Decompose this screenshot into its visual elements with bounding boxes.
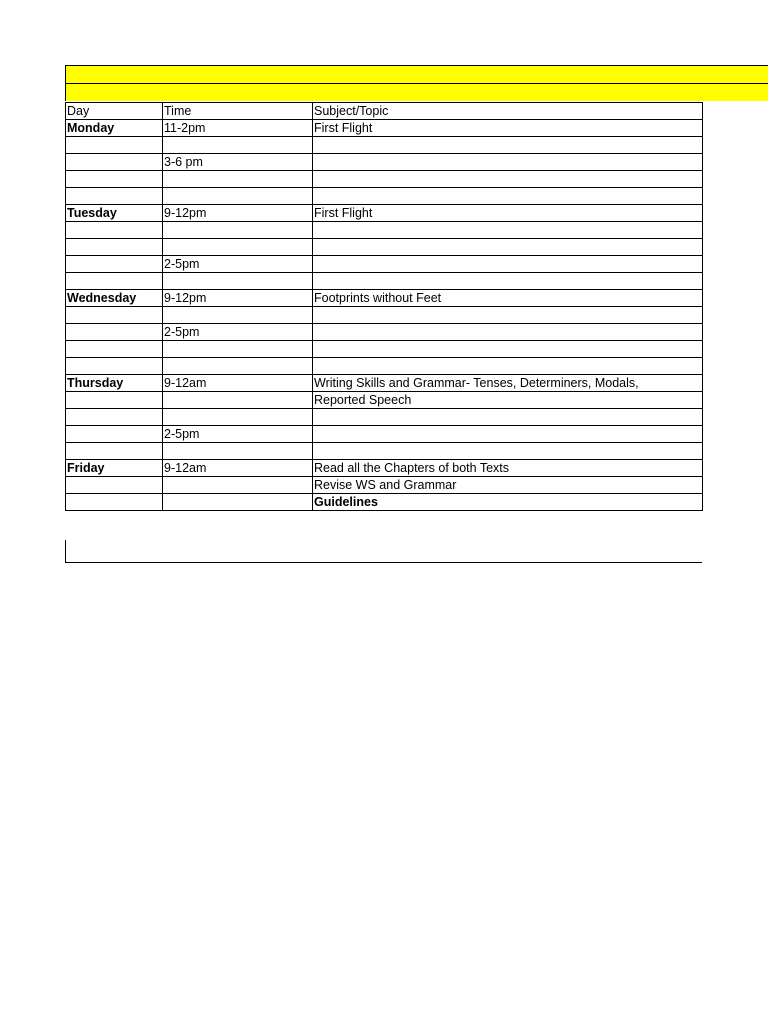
- subject-cell: Reported Speech: [313, 392, 703, 409]
- table-row: [66, 188, 703, 205]
- time-cell: 9-12pm: [163, 205, 313, 222]
- day-cell: [66, 307, 163, 324]
- table-row: [66, 358, 703, 375]
- subject-cell: [313, 188, 703, 205]
- subject-cell: [313, 154, 703, 171]
- subject-cell: [313, 239, 703, 256]
- day-cell: [66, 239, 163, 256]
- day-cell: [66, 171, 163, 188]
- time-cell: [163, 307, 313, 324]
- table-row: [66, 409, 703, 426]
- day-cell: [66, 222, 163, 239]
- subject-cell: Writing Skills and Grammar- Tenses, Determiners, Modals,: [313, 375, 703, 392]
- subject-cell: [313, 256, 703, 273]
- time-cell: [163, 341, 313, 358]
- title-band-1: [65, 65, 768, 83]
- header-subject: Subject/Topic: [313, 103, 703, 120]
- subject-cell: First Flight: [313, 205, 703, 222]
- time-cell: [163, 443, 313, 460]
- footer-box: [65, 540, 702, 563]
- table-row: [66, 154, 703, 171]
- day-cell: [66, 477, 163, 494]
- day-cell: [66, 426, 163, 443]
- subject-cell: [313, 171, 703, 188]
- table-row: [66, 273, 703, 290]
- table-row: [66, 307, 703, 324]
- day-cell: [66, 273, 163, 290]
- header-day: Day: [66, 103, 163, 120]
- day-cell: [66, 256, 163, 273]
- header-time: Time: [163, 103, 313, 120]
- day-cell: [66, 137, 163, 154]
- day-cell: [66, 188, 163, 205]
- title-band-2: [65, 83, 768, 101]
- day-cell: [66, 409, 163, 426]
- table-row: [66, 341, 703, 358]
- subject-cell: [313, 273, 703, 290]
- time-cell: 2-5pm: [163, 426, 313, 443]
- day-cell: Thursday: [66, 375, 163, 392]
- time-cell: [163, 239, 313, 256]
- table-row: [66, 120, 703, 137]
- subject-cell: [313, 222, 703, 239]
- time-cell: [163, 222, 313, 239]
- day-cell: Tuesday: [66, 205, 163, 222]
- subject-cell: Guidelines: [313, 494, 703, 511]
- day-cell: [66, 392, 163, 409]
- subject-cell: Footprints without Feet: [313, 290, 703, 307]
- table-row: [66, 324, 703, 341]
- day-cell: [66, 154, 163, 171]
- day-cell: [66, 494, 163, 511]
- table-row: [66, 375, 703, 392]
- header-row: [66, 103, 703, 120]
- subject-cell: First Flight: [313, 120, 703, 137]
- time-cell: 9-12pm: [163, 290, 313, 307]
- schedule-table: [65, 102, 703, 511]
- table-row: [66, 137, 703, 154]
- time-cell: [163, 188, 313, 205]
- table-row: [66, 239, 703, 256]
- time-cell: 9-12am: [163, 375, 313, 392]
- time-cell: [163, 392, 313, 409]
- subject-cell: Revise WS and Grammar: [313, 477, 703, 494]
- day-cell: Wednesday: [66, 290, 163, 307]
- time-cell: 11-2pm: [163, 120, 313, 137]
- subject-cell: [313, 324, 703, 341]
- day-cell: [66, 324, 163, 341]
- time-cell: [163, 171, 313, 188]
- day-cell: Monday: [66, 120, 163, 137]
- table-row: [66, 171, 703, 188]
- subject-cell: [313, 443, 703, 460]
- subject-cell: [313, 307, 703, 324]
- table-row: [66, 460, 703, 477]
- day-cell: [66, 341, 163, 358]
- table-row: [66, 222, 703, 239]
- subject-cell: [313, 137, 703, 154]
- time-cell: [163, 477, 313, 494]
- day-cell: [66, 443, 163, 460]
- table-row: [66, 205, 703, 222]
- time-cell: 3-6 pm: [163, 154, 313, 171]
- table-row: [66, 477, 703, 494]
- time-cell: 2-5pm: [163, 256, 313, 273]
- time-cell: 9-12am: [163, 460, 313, 477]
- table-row: [66, 256, 703, 273]
- day-cell: Friday: [66, 460, 163, 477]
- time-cell: [163, 137, 313, 154]
- table-row: [66, 426, 703, 443]
- table-row: [66, 494, 703, 511]
- time-cell: [163, 494, 313, 511]
- subject-cell: [313, 426, 703, 443]
- time-cell: [163, 358, 313, 375]
- subject-cell: [313, 341, 703, 358]
- day-cell: [66, 358, 163, 375]
- time-cell: [163, 273, 313, 290]
- time-cell: 2-5pm: [163, 324, 313, 341]
- table-row: [66, 290, 703, 307]
- subject-cell: [313, 409, 703, 426]
- time-cell: [163, 409, 313, 426]
- table-row: [66, 443, 703, 460]
- subject-cell: [313, 358, 703, 375]
- subject-cell: Read all the Chapters of both Texts: [313, 460, 703, 477]
- table-row: [66, 392, 703, 409]
